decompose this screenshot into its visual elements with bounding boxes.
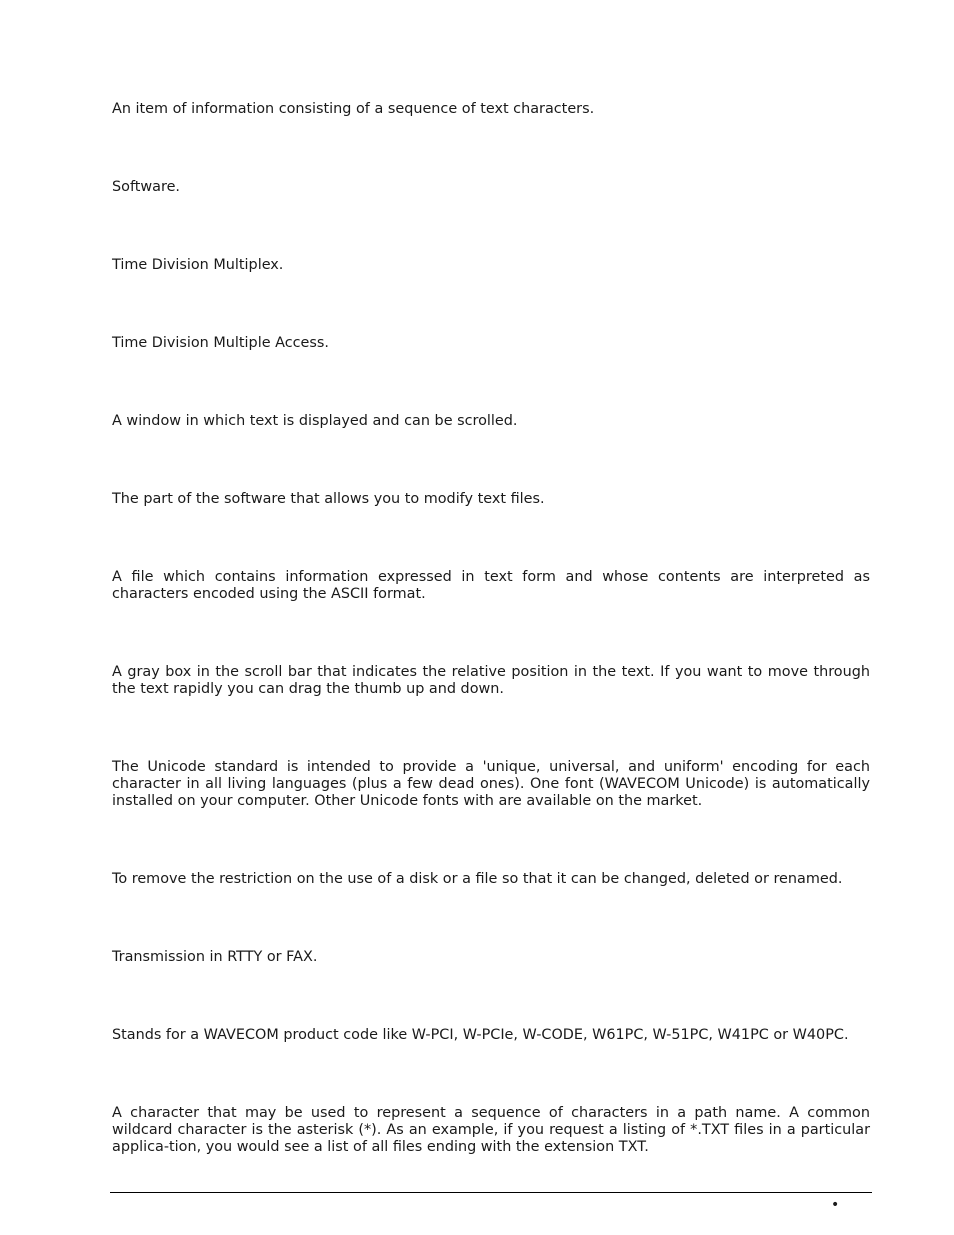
definition-text-file: A file which contains information expressed in text form and whose contents are interpreted as characters encoded using the ASCII format. (112, 569, 870, 602)
definition-tdma: Time Division Multiple Access. (112, 335, 329, 351)
definition-transmission: Transmission in RTTY or FAX. (112, 949, 318, 965)
definition-unicode: The Unicode standard is intended to provide a 'unique, universal, and uniform' encoding for each character in all living languages (plus a few dead ones). One font (WAVECOM Unicode) is automatically installed on your computer. Other Unicode fonts with are available on the market. (112, 759, 870, 809)
footer-divider (110, 1192, 872, 1193)
definition-wildcard: A character that may be used to represent a sequence of characters in a path name. A common wildcard character is the asterisk (*). As an example, if you request a listing of *.TXT files in a particular applica-tion, you would see a list of all files ending with the extension TXT. (112, 1105, 870, 1155)
footer-bullet: • (831, 1197, 840, 1213)
definition-text-editor: The part of the software that allows you to modify text files. (112, 491, 545, 507)
definition-text-window: A window in which text is displayed and can be scrolled. (112, 413, 518, 429)
definition-string: An item of information consisting of a sequence of text characters. (112, 101, 595, 117)
definition-thumb: A gray box in the scroll bar that indicates the relative position in the text. If you want to move through the text rapidly you can drag the thumb up and down. (112, 664, 870, 697)
definition-tdm: Time Division Multiplex. (112, 257, 284, 273)
definition-unprotect: To remove the restriction on the use of a disk or a file so that it can be changed, deleted or renamed. (112, 871, 843, 887)
definition-product-code: Stands for a WAVECOM product code like W-PCI, W-PCIe, W-CODE, W61PC, W-51PC, W41PC or W40PC. (112, 1027, 849, 1043)
definition-software: Software. (112, 179, 181, 195)
